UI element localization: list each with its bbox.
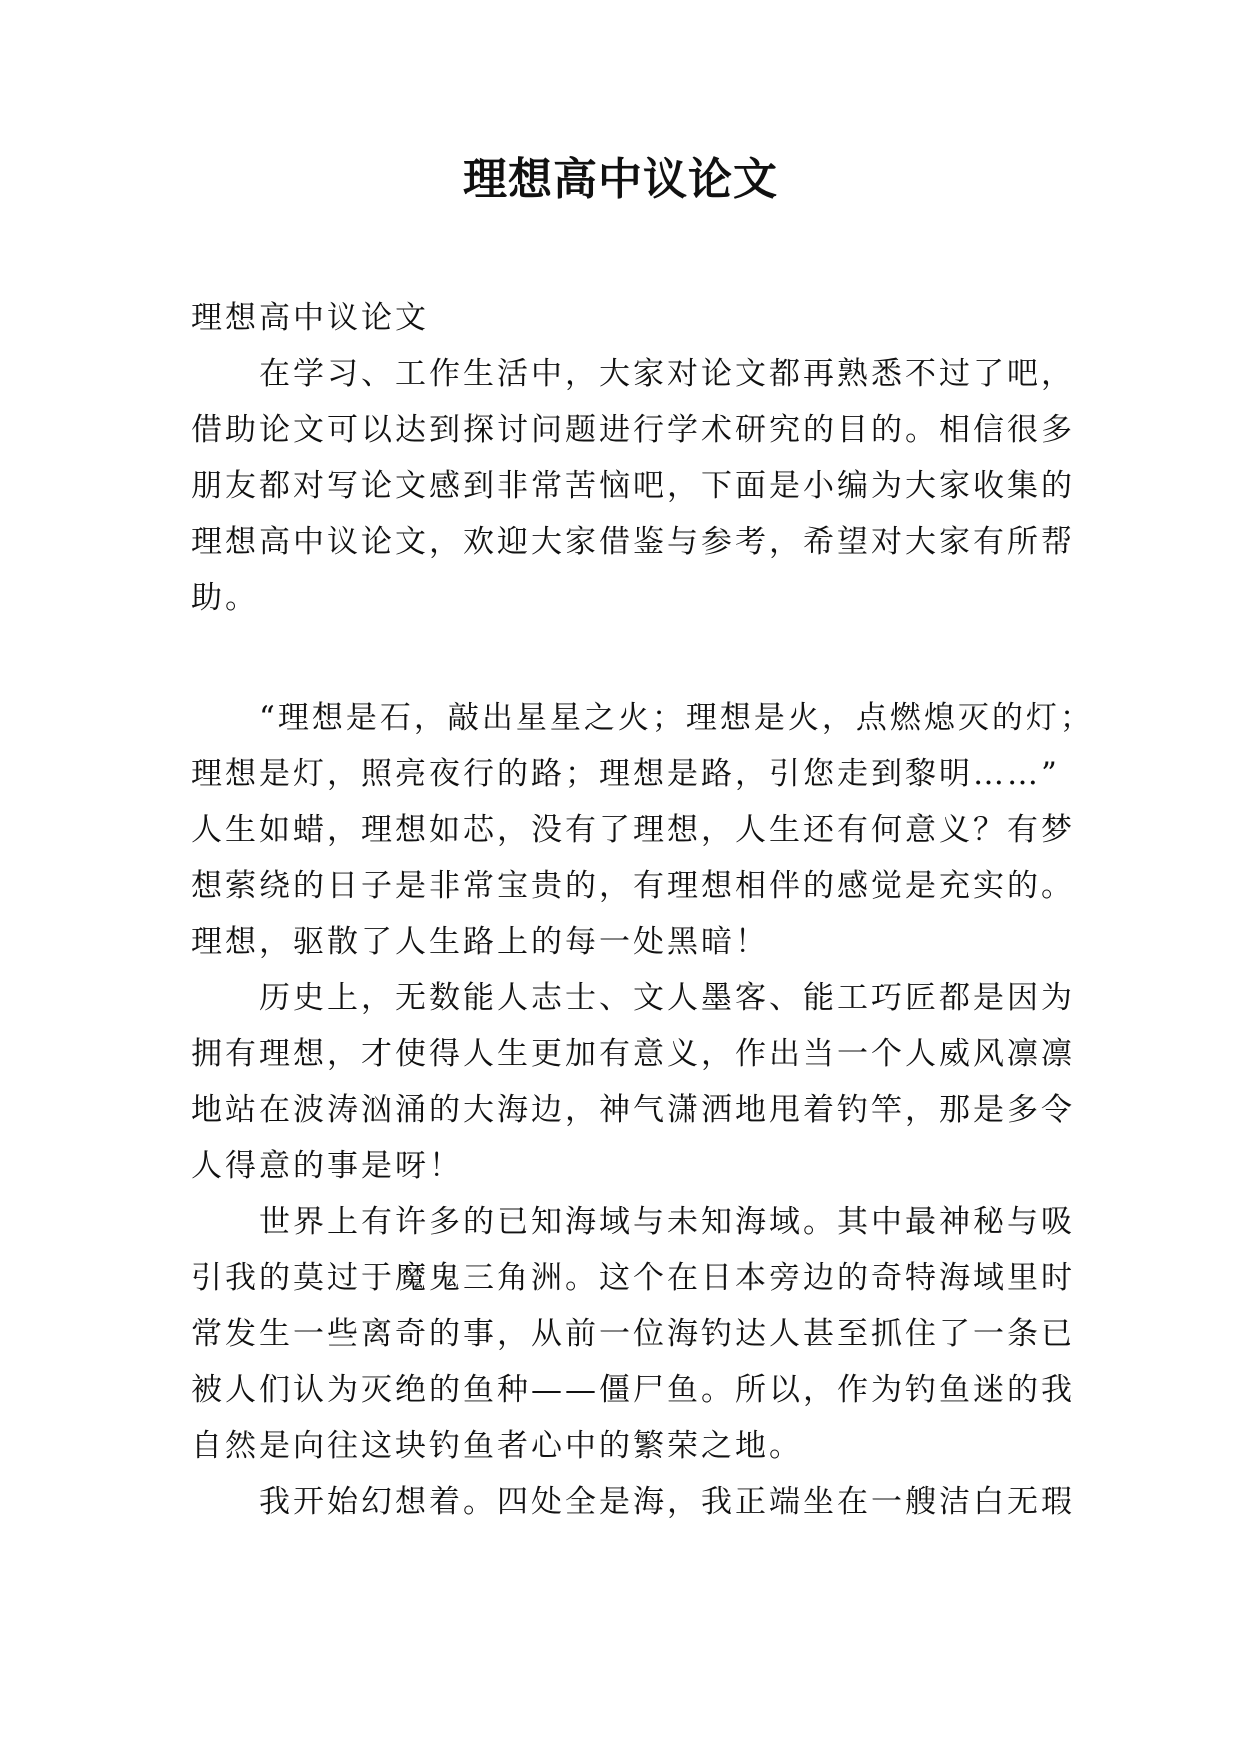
paragraph-gap xyxy=(191,626,1081,690)
body-line: 理想是灯，照亮夜行的路；理想是路，引您走到黎明……” xyxy=(191,756,1060,792)
body-line: 我开始幻想着。四处全是海，我正端坐在一艘洁白无瑕 xyxy=(191,1484,1075,1520)
body-line: 理想高中议论文 xyxy=(191,300,429,336)
body-line: 地站在波涛汹涌的大海边，神气潇洒地甩着钓竿，那是多令 xyxy=(191,1092,1075,1128)
body-line: “理想是石，敲出星星之火；理想是火，点燃熄灭的灯； xyxy=(191,700,1094,736)
body-line: 历史上，无数能人志士、文人墨客、能工巧匠都是因为 xyxy=(191,980,1075,1016)
body-line: 人生如蜡，理想如芯，没有了理想，人生还有何意义？有梦 xyxy=(191,812,1075,848)
body-line: 常发生一些离奇的事，从前一位海钓达人甚至抓住了一条已 xyxy=(191,1316,1075,1352)
body-line: 想萦绕的日子是非常宝贵的，有理想相伴的感觉是充实的。 xyxy=(191,868,1075,904)
body-line: 引我的莫过于魔鬼三角洲。这个在日本旁边的奇特海域里时 xyxy=(191,1260,1075,1296)
body-line: 借助论文可以达到探讨问题进行学术研究的目的。相信很多 xyxy=(191,412,1075,448)
document-body xyxy=(191,290,1094,1530)
body-line: 自然是向往这块钓鱼者心中的繁荣之地。 xyxy=(191,1428,803,1464)
body-line: 拥有理想，才使得人生更加有意义，作出当一个人威风凛凛 xyxy=(191,1036,1075,1072)
document-title: 理想高中议论文 xyxy=(463,154,778,205)
body-line: 世界上有许多的已知海域与未知海域。其中最神秘与吸 xyxy=(191,1204,1075,1240)
body-line: 理想高中议论文，欢迎大家借鉴与参考，希望对大家有所帮 xyxy=(191,524,1075,560)
body-line: 人得意的事是呀！ xyxy=(191,1148,463,1184)
body-line: 在学习、工作生活中，大家对论文都再熟悉不过了吧， xyxy=(191,356,1075,392)
body-line: 朋友都对写论文感到非常苦恼吧，下面是小编为大家收集的 xyxy=(191,468,1075,504)
body-line: 理想，驱散了人生路上的每一处黑暗！ xyxy=(191,924,769,960)
body-line: 被人们认为灭绝的鱼种——僵尸鱼。所以，作为钓鱼迷的我 xyxy=(191,1372,1075,1408)
body-line: 助。 xyxy=(191,580,259,616)
